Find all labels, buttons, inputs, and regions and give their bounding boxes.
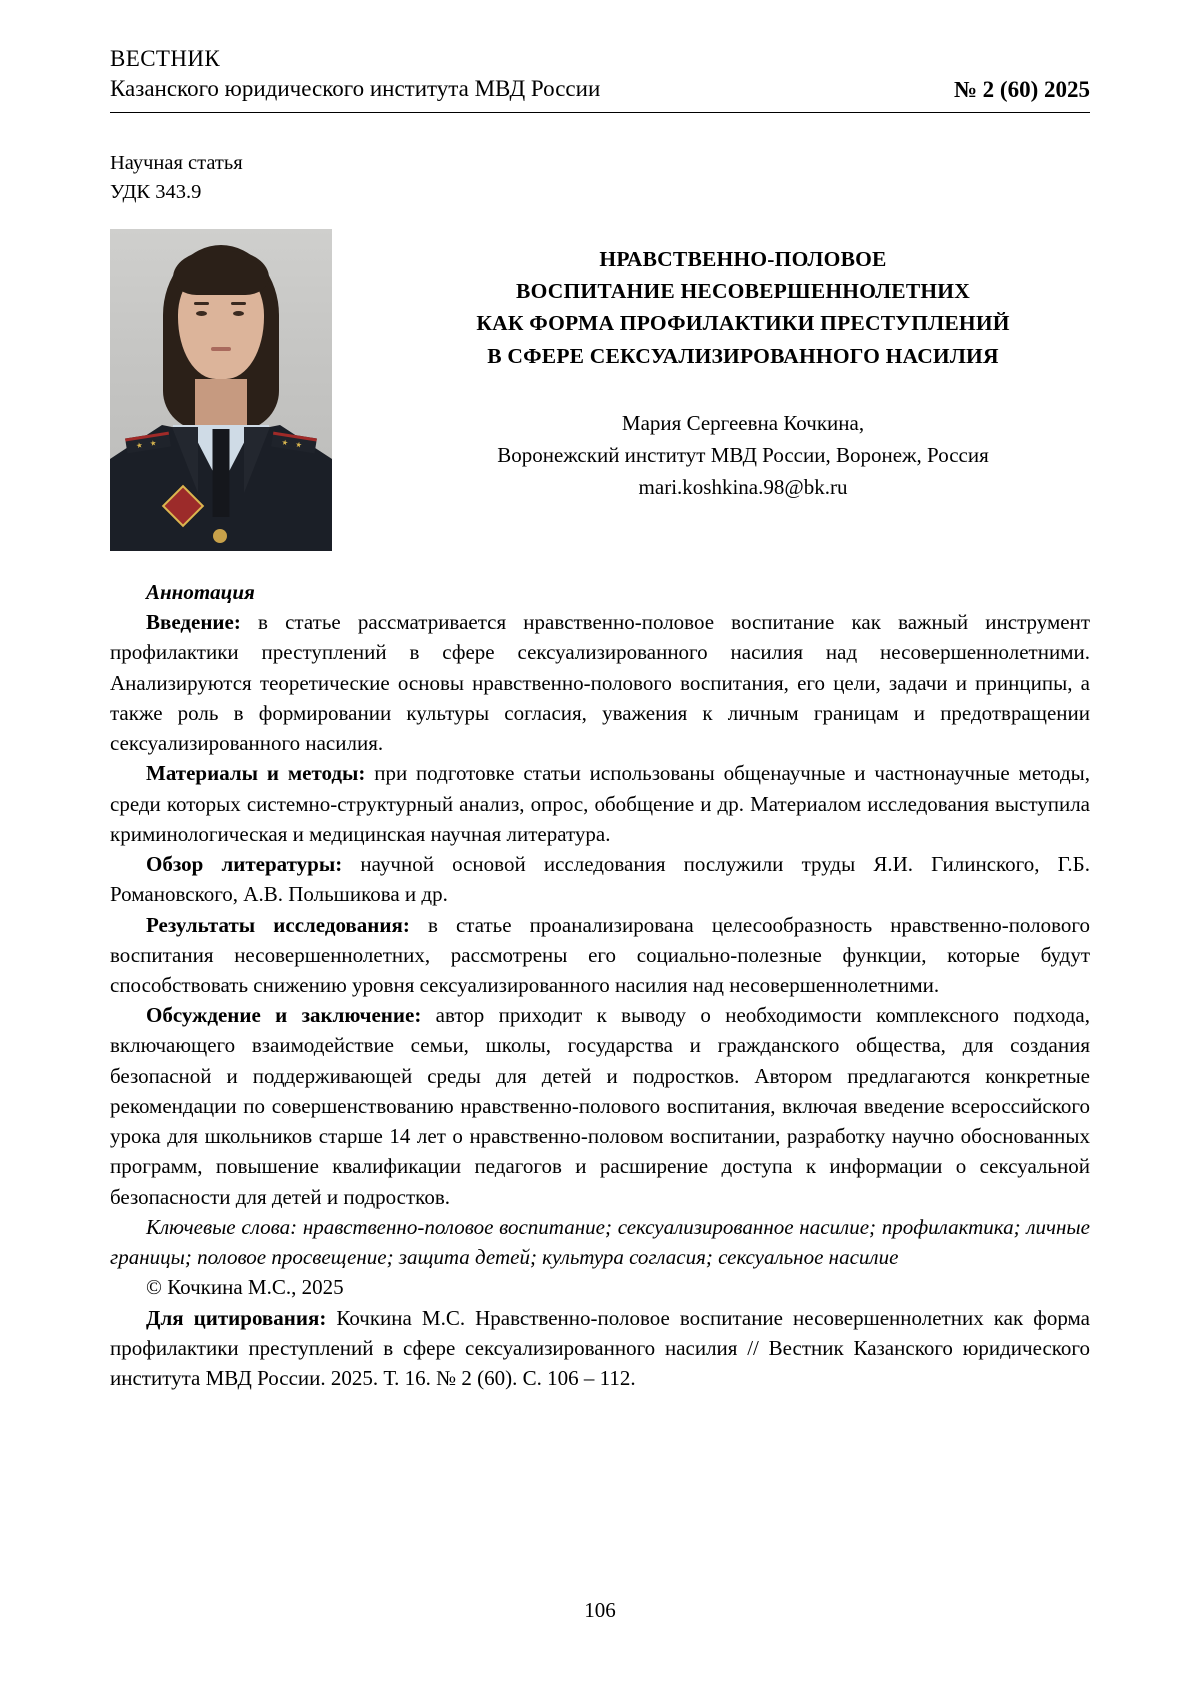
udc-code: УДК 343.9 <box>110 180 202 203</box>
article-title <box>396 243 1090 372</box>
abstract-paragraph-results <box>110 910 1090 1001</box>
author-photo-container <box>110 229 332 551</box>
article-title-line-4: В СФЕРЕ СЕКСУАЛИЗИРОВАННОГО НАСИЛИЯ <box>487 343 999 368</box>
abstract-lead-results: Результаты исследования: <box>146 912 410 937</box>
author-email[interactable]: mari.koshkina.98@bk.ru <box>638 474 848 499</box>
abstract-section <box>110 577 1090 1393</box>
article-title-line-3: КАК ФОРМА ПРОФИЛАКТИКИ ПРЕСТУПЛЕНИЙ <box>476 311 1010 336</box>
keywords-paragraph <box>110 1212 1090 1272</box>
abstract-lead-introduction: Введение: <box>146 610 241 635</box>
abstract-text-introduction: в статье рассматривается нравственно-половое воспитание как важный инструмент профилактики преступлений в сфере сексуализированного насилия над несовершеннолетними. Анализируются теоретические основы нравственно-полового воспитания, его цели, задачи и принципы, а также роль в формировании культуры согласия, уважения к личным границам и предотвращении сексуализированного насилия. <box>110 610 1090 756</box>
portrait-eye-right-icon <box>233 311 244 316</box>
header-divider <box>110 112 1090 113</box>
copyright-line: © Кочкина М.С., 2025 <box>146 1275 344 1300</box>
title-column <box>332 229 1090 504</box>
portrait-eye-left-icon <box>196 311 207 316</box>
page-number: 106 <box>584 1598 616 1622</box>
citation-paragraph <box>110 1303 1090 1394</box>
portrait-star-left-2-icon <box>150 440 157 447</box>
citation-label: Для цитирования: <box>146 1305 327 1330</box>
article-meta <box>110 149 1090 207</box>
keywords-text: нравственно-половое воспитание; сексуализированное насилие; профилактика; личные границы; половое просвещение; защита детей; культура согласия; сексуальное насилие <box>110 1214 1090 1270</box>
portrait-fringe-icon <box>173 251 269 295</box>
abstract-lead-literature: Обзор литературы: <box>146 852 343 877</box>
citation-text: Кочкина М.С. Нравственно-половое воспитание несовершеннолетних как форма профилактики преступлений в сфере сексуализированного насилия // Вестник Казанского юридического института МВД России. 2025. Т. 16. № 2 (60). С. 106 – 112. <box>110 1305 1090 1391</box>
article-title-line-1: НРАВСТВЕННО-ПОЛОВОЕ <box>599 246 887 271</box>
abstract-text-conclusion: автор приходит к выводу о необходимости комплексного подхода, включающего взаимодействие семьи, школы, государства и гражданского общества, для создания безопасной и поддерживающей среды для детей и подростков. Автором предлагаются конкретные рекомендации по совершенствованию нравственно-полового воспитания, включая введение всероссийского урока для школьников старше 14 лет о нравственно-половом воспитании, разработку научно обоснованных программ, повышение квалификации педагогов и расширение доступа к информации о сексуальной безопасности для детей и подростков. <box>110 1003 1091 1209</box>
keywords-label: Ключевые слова: <box>146 1214 298 1239</box>
abstract-heading <box>110 577 1090 607</box>
journal-identity <box>110 44 600 105</box>
portrait-tie-icon <box>213 429 230 517</box>
portrait-brow-left-icon <box>194 302 209 305</box>
abstract-lead-methods: Материалы и методы: <box>146 761 366 786</box>
portrait-button-icon <box>213 529 227 543</box>
article-type: Научная статья <box>110 151 243 174</box>
portrait-brow-right-icon <box>231 302 246 305</box>
abstract-text-results: в статье проанализирована целесообразность нравственно-полового воспитания несовершеннолетних, рассмотрены его социально-полезные функции, которые будут способствовать снижению уровня сексуализированного насилия над несовершеннолетними. <box>110 912 1090 997</box>
journal-title: ВЕСТНИК <box>110 46 221 71</box>
abstract-paragraph-methods <box>110 758 1090 849</box>
abstract-lead-conclusion: Обсуждение и заключение: <box>146 1003 422 1028</box>
abstract-paragraph-conclusion <box>110 1000 1090 1212</box>
abstract-text-literature: научной основой исследования послужили труды Я.И. Гилинского, Г.Б. Романовского, А.В. Польшикова и др. <box>110 852 1090 907</box>
abstract-heading-text: Аннотация <box>146 579 255 604</box>
portrait-star-left-icon <box>136 442 143 449</box>
abstract-paragraph-introduction <box>110 607 1090 758</box>
portrait-lapel-right-icon <box>244 427 270 493</box>
abstract-paragraph-literature <box>110 849 1090 909</box>
portrait-lapel-left-icon <box>172 427 198 493</box>
author-affiliation: Воронежский институт МВД России, Воронеж, Россия <box>497 442 989 467</box>
journal-subtitle: Казанского юридического института МВД России <box>110 76 601 102</box>
issue-number: № 2 (60) 2025 <box>953 76 1090 102</box>
running-head <box>110 44 1090 119</box>
author-photo <box>110 229 332 551</box>
portrait-star-right-icon <box>281 439 288 446</box>
portrait-mouth-icon <box>211 347 231 351</box>
author-block <box>396 408 1090 504</box>
author-name: Мария Сергеевна Кочкина, <box>621 410 865 435</box>
abstract-text-methods: при подготовке статьи использованы общенаучные и частнонаучные методы, среди которых системно-структурный анализ, опрос, обобщение и др. Материалом исследования выступила криминологическая и медицинская научная литература. <box>110 761 1091 846</box>
portrait-star-right-2-icon <box>295 441 302 448</box>
title-section <box>110 229 1090 551</box>
article-title-line-2: ВОСПИТАНИЕ НЕСОВЕРШЕННОЛЕТНИХ <box>516 279 970 304</box>
